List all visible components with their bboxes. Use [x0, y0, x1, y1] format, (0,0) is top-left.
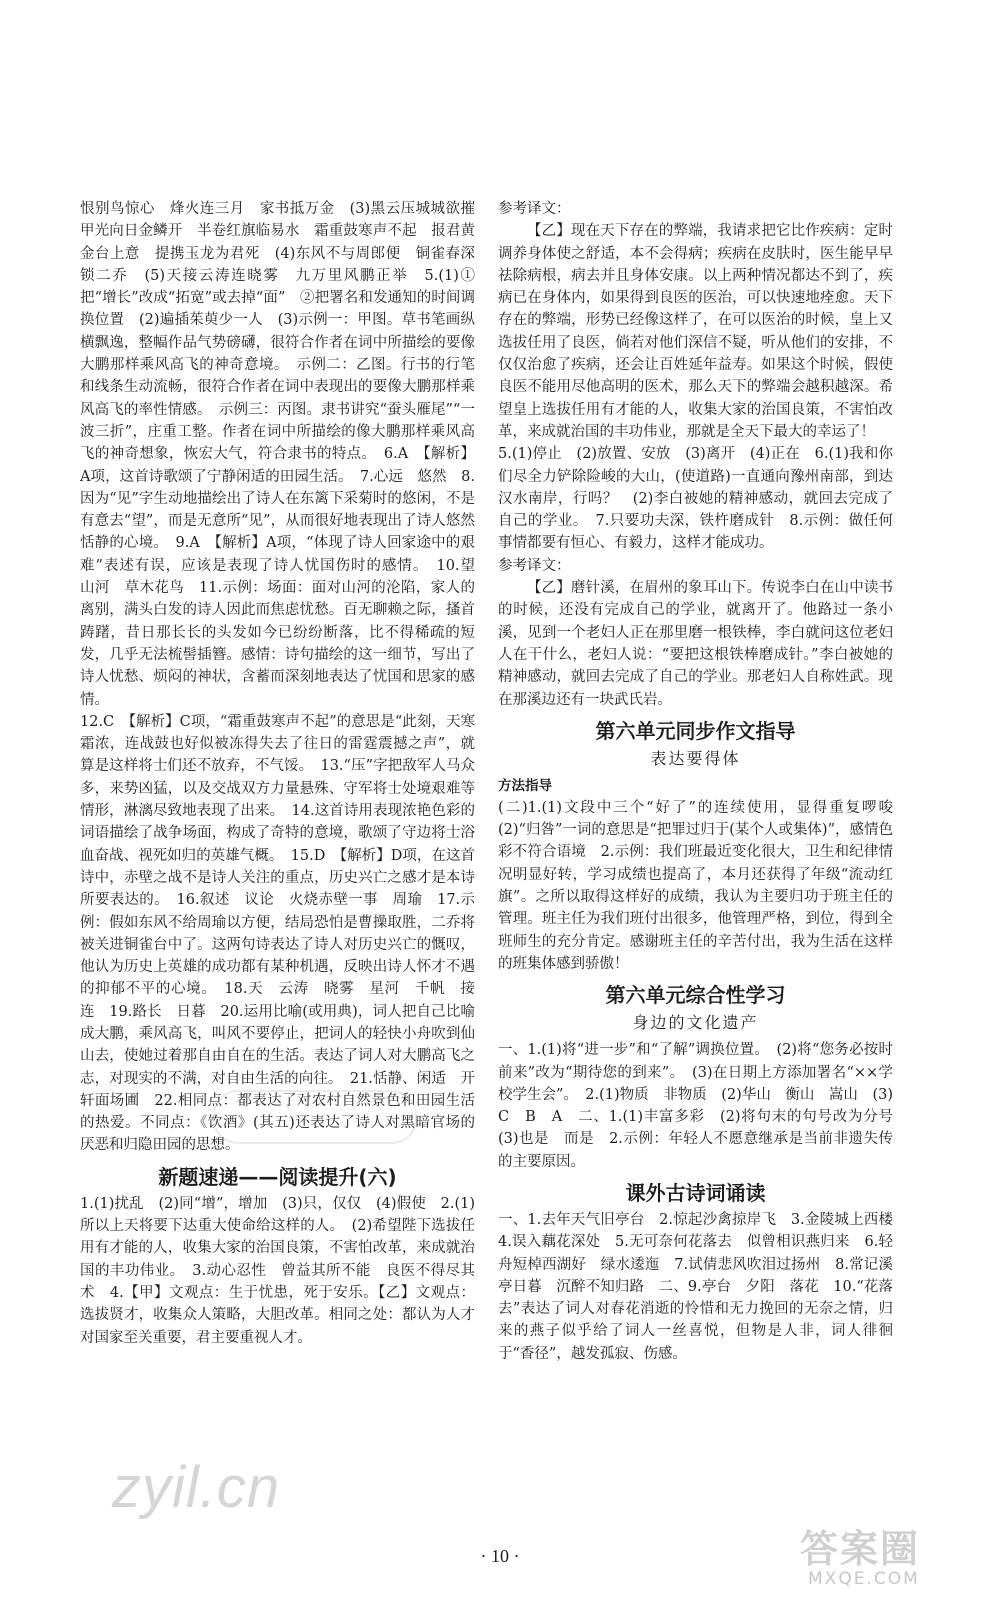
reference-label: 参考译文：: [498, 557, 571, 574]
answer-paragraph: (二)1.(1)文段中三个“好了”的连续使用，显得重复啰唆 (2)“归咎”一词的意思是“把罪过归于(某个人或集体)”，感情色彩不符合语境 2.示例：我们班最近变化很大，卫生和纪律情况明显好转，学习成绩也提高了，本月还获得了年级“流动红旗”。之所以取得这样好的成绩，我认为主要归功于班主任的管理。班主任为我们班付出很多，他管理严格，到位，得到全班师生的充分肯定。感谢班主任的辛苦付出，我为生活在这样的班集体感到骄傲！: [498, 799, 908, 972]
section-title-poetry: 课外古诗词诵读: [625, 1180, 766, 1205]
watermark-stamp: [213, 1090, 417, 1144]
answer-paragraph: 一、1.去年天气旧亭台 2.惊起沙禽掠岸飞 3.金陵城上西楼 4.误入藕花深处 5.无可奈何花落去 似曾相识燕归来 6.轻舟短棹西湖好 绿水逶迤 7.试倩悲风吹泪过扬州 8.常记溪亭日暮 沉醉不知归路 二、9.亭台 夕阳 落花 10.“花落去”表达了词人对春花消逝的怜惜和无力挽回的无奈之情，归来的燕子似乎给了词人一丝喜悦，但物是人非，词人徘徊于“香径”，越发孤寂、伤感。: [498, 1211, 908, 1362]
answer-paragraph: 一、1.(1)将“进一步”和“了解”调换位置。 (2)将“您务必按时前来”改为“期待您的到来”。 (3)在日期上方添加署名“××学校学生会”。 2.(1)物质 非物质 (2)华山 衡山 嵩山 (3)C B A 二、1.(1)丰富多彩 (2)将句末的句号改为分号 (3)也是 而是 2.示例：年轻人不愿意继承是当前非遗失传的主要原因。: [498, 1042, 908, 1170]
answer-paragraph: 12.C 【解析】C项，“霜重鼓寒声不起”的意思是“此刻，天寒霜浓，连战鼓也好似被冻得失去了往日的雷霆震撼之声”，就算是这样将士们还不放弃，不气馁。 13.“压”字把敌军人马众多，来势凶猛，以及交战双方力量悬殊、守军将士处境艰难等情形，淋漓尽致地表现了出来。 14.这首诗用表现浓艳色彩的词语描绘了战争场面，构成了奇特的意境，歌颂了守边将士浴血奋战、视死如归的英雄气概。 15.D 【解析】D项，在这首诗中，赤壁之战不是诗人关注的重点，历史兴亡之感才是本诗所要表达的。 16.叙述 议论 火烧赤壁一事 周瑜 17.示例：假如东风不给周瑜以方便，结局恐怕是曹操取胜，二乔将被关进铜雀台中了。这两句诗表达了诗人对历史兴亡的慨叹，他认为历史上英雄的成功都有某种机遇，反映出诗人怀才不遇的抑郁不平的心境。 18.天 云涛 晓雾 星河 千帆 接 连 19.路长 日暮 20.运用比喻(或用典)，词人把自己比喻成大鹏，乘风高飞，叫风不要停止，把词人的轻快小舟吹到仙山去，使她过着那自由自在的生活。表达了词人对大鹏高飞之志，对现实的不满，对自由生活的向往。 21.恬静、闲适 开轩面场圃 22.相同点：都表达了对农村自然景色和田园生活的热爱。不同点：《饮酒》(其五)还表达了诗人对黑暗官场的厌恶和归隐田园的思想。: [80, 713, 490, 1154]
page-number: · 10 ·: [480, 1546, 520, 1566]
answer-paragraph: 1.(1)扰乱 (2)同“增”，增加 (3)只，仅仅 (4)假使 2.(1)所以上天将要下达重大使命给这样的人。 (2)希望陛下选拔任用有才能的人，收集大家的治国良策，不害怕改革，来成就治国的丰功伟业。 3.动心忍性 曾益其所不能 良医不得尽其术 4.【甲】文观点：生于忧患，死于安乐。【乙】文观点：选拔贤才，收集众人策略，大胆改革。相同之处：都认为人才对国家至关重要，君主要重视人才。: [80, 1195, 475, 1346]
translation-paragraph: 【乙】现在天下存在的弊端，我请求把它比作疾病：定时调养身体使之舒适，本不会得病；疾病在皮肤时，医生能早早祛除病根，病去并且身体安康。以上两种情况都达不到了，疾病已在身体内，如果得到良医的医治，可以快速地痊愈。天下存在的弊端，形势已经像这样了，在可以医治的时候，皇上又选拔任用了良医，倘若对他们深信不疑，听从他们的安排，不仅仅治愈了疾病，还会让百姓延年益寿。如果这个时候，假使良医不能用尽他高明的医术，那么天下的弊端会越积越深。希望皇上选拔任用有才能的人，收集大家的治国良策，不害怕改革，来成就治国的丰功伟业，那就是全天下最大的幸运了！: [498, 223, 893, 440]
left-column: [80, 198, 490, 1349]
translation-paragraph: 【乙】磨针溪，在眉州的象耳山下。传说李白在山中读书的时候，还没有完成自己的学业，就离开了。他路过一条小溪，见到一个老妇人正在那里磨一根铁棒，李白就问这位老妇人在干什么，老妇人说：“要把这根铁棒磨成针。”李白被她的精神感动，就回去完成了自己的学业。那老妇人自称姓武。现在那溪边还有一块武氏岩。: [498, 580, 893, 708]
watermark-right-logo: 答案圈: [800, 1527, 921, 1571]
right-column: [498, 198, 908, 1365]
watermark-right-url: MXQE.COM: [808, 1569, 920, 1589]
answer-paragraph: 5.(1)停止 (2)放置、安放 (3)离开 (4)正在 6.(1)我和你们尽全力铲除险峻的大山，(使道路)一直通向豫州南部，到达汉水南岸，行吗？ (2)李白被她的精神感动，就回去完成了自己的学业。 7.只要功夫深，铁杵磨成针 8.示例：做任何事情都要有恒心、有毅力，这样才能成功。: [498, 446, 893, 552]
section-subtitle-study: 身边的文化遗产: [632, 1013, 759, 1033]
answer-paragraph: 恨别鸟惊心 烽火连三月 家书抵万金 (3)黑云压城城欲摧 甲光向日金鳞开 半卷红旗临易水 霜重鼓寒声不起 报君黄金台上意 提携玉龙为君死 (4)东风不与周郎便 铜雀春深锁二乔 (5)天接云涛连晓雾 九万里风鹏正举 5.(1)①把“增长”改成“拓宽”或去掉“面” ②把署名和发通知的时间调换位置 (2)遍插茱萸少一人 (3)示例一：甲图。草书笔画纵横飘逸，整幅作品气势磅礴，很符合作者在词中所描绘的要像大鹏那样乘风高飞的神奇意境。 示例二：乙图。行书的行笔和线条生动流畅，很符合作者在词中表现出的要像大鹏那样乘风高飞的率性情感。 示例三：丙图。隶书讲究“蚕头雁尾”“一波三折”，庄重工整。作者在词中所描绘的像大鹏那样乘风高飞的神奇想象，恢宏大气，符合隶书的特点。 6.A 【解析】A项，这首诗歌颂了宁静闲适的田园生活。 7.心远 悠然 8.因为“见”字生动地描绘出了诗人在东篱下采菊时的悠闲，不是有意去“望”，而是无意所“见”，从而很好地表现出了诗人悠然恬静的心境。 9.A 【解析】A项，“体现了诗人回家途中的艰难”表述有误，应该是表现了诗人忧国伤时的感情。 10.望 山河 草木花鸟 11.示例：场面：面对山河的沦陷，家人的离别，满头白发的诗人因此而焦虑忧愁。百无聊赖之际，搔首踌躇，昔日那长长的头发如今已纷纷断落，比不得稀疏的短发，几乎无法梳髻插簪。感情：诗句描绘的这一细节，写出了诗人忧愁、烦闷的神状，含蓄而深刻地表达了忧国和思家的感情。: [80, 201, 490, 708]
section-subtitle-writing: 表达要得体: [650, 748, 741, 768]
section-title-study: 第六单元综合性学习: [605, 983, 786, 1008]
section-title-writing: 第六单元同步作文指导: [595, 718, 796, 743]
method-label: 方法指导: [498, 777, 552, 794]
reference-label: 参考译文：: [498, 201, 571, 217]
watermark-right: [800, 1518, 970, 1588]
section-title-reading: 新题速递——阅读提升(六): [158, 1164, 397, 1189]
watermark-left: zyil.cn: [112, 1455, 281, 1520]
